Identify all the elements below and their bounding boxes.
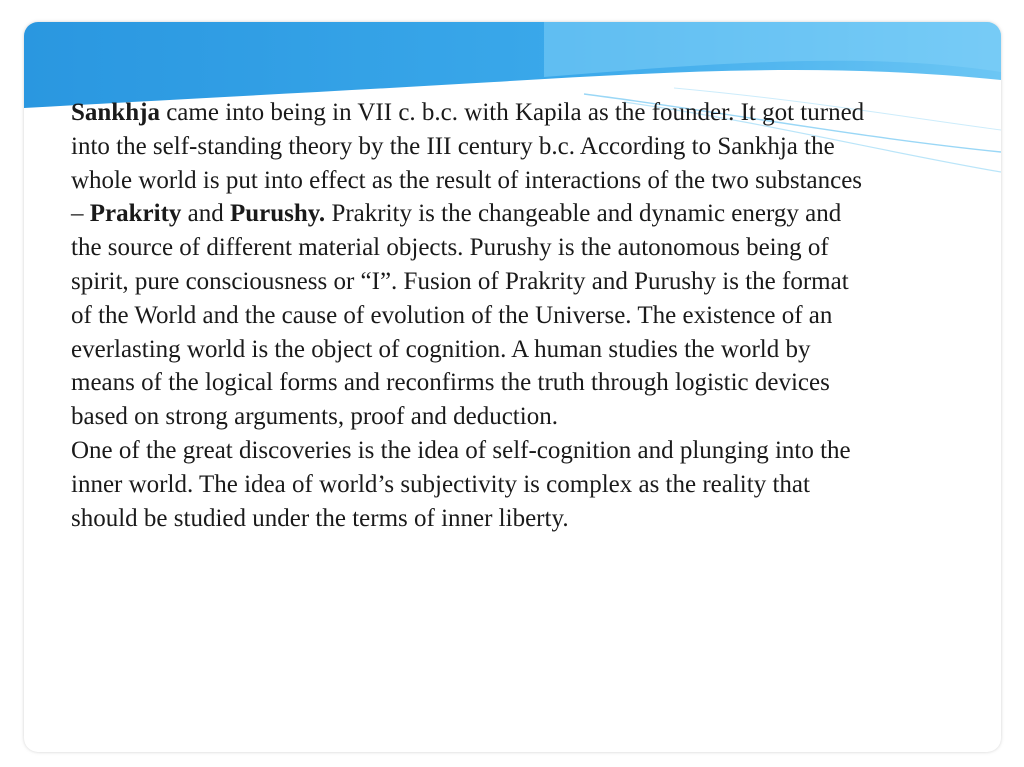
slide-body-text bbox=[71, 96, 871, 535]
term-sankhja: Sankhja bbox=[71, 99, 160, 126]
paragraph-2: One of the great discoveries is the idea of self-cognition and plunging into the inner world. The idea of world’s subjectivity is complex as the reality that should be studied under the terms of inner liberty. bbox=[71, 436, 851, 532]
paragraph-1: Sankhja came into being in VII c. b.c. with Kapila as the founder. It got turned into the self-standing theory by the III century b.c. According to Sankhja the whole world is put into effect as the result of interactions of the two substances – Prakrity and Purushy. Prakrity is the changeable and dynamic energy and the source of different material objects. Purushy is the autonomous being of spirit, pure consciousness or “I”. Fusion of Prakrity and Purushy is the format of the World and the cause of evolution of the Universe. The existence of an everlasting world is the object of cognition. A human studies the world by means of the logical forms and reconfirms the truth through logistic devices based on strong arguments, proof and deduction. bbox=[71, 99, 865, 431]
term-purushy: Purushy. bbox=[230, 200, 326, 228]
term-prakrity: Prakrity bbox=[89, 200, 182, 228]
